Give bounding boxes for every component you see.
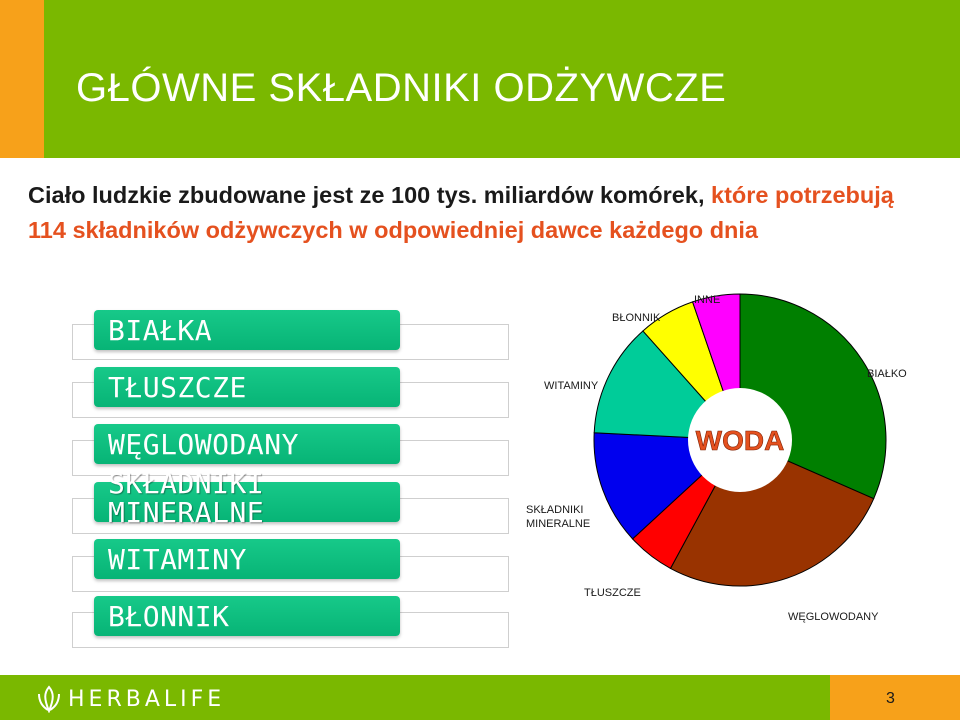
nutrient-item-weglowodany: WĘGLOWODANY — [94, 424, 400, 464]
nutrient-item-blonnik: BŁONNIK — [94, 596, 400, 636]
pie-label-inne: INNE — [694, 294, 721, 306]
brand-name: HERBALIFE — [68, 686, 226, 712]
pie-center-label: WODA — [695, 425, 785, 456]
pie-label-weglowodany: WĘGLOWODANY — [788, 611, 879, 623]
intro-text-highlight: które potrzebują 114 składników odżywczych w odpowiedniej dawce każdego dnia — [28, 182, 894, 243]
pie-label-tluszcze: TŁUSZCZE — [584, 587, 641, 599]
slide-title: GŁÓWNE SKŁADNIKI ODŻYWCZE — [76, 66, 727, 110]
body-composition-pie-chart — [520, 285, 960, 630]
nutrient-item-tluszcze: TŁUSZCZE — [94, 367, 400, 407]
nutrient-item-skladniki-mineralne — [94, 467, 400, 529]
nutrient-item-witaminy: WITAMINY — [94, 539, 400, 579]
nutrient-item-bialka: BIAŁKA — [94, 310, 400, 350]
pie-label-skladniki-mineralne: SKŁADNIKI MINERALNE — [526, 504, 591, 530]
pie-label-blonnik: BŁONNIK — [612, 312, 661, 324]
herbalife-leaf-icon — [36, 685, 62, 713]
pie-label-witaminy: WITAMINY — [544, 380, 599, 392]
page-number-box — [830, 675, 960, 720]
intro-text-part1: Ciało ludzkie zbudowane jest ze 100 tys. miliardów komórek, — [28, 182, 712, 208]
brand-logo — [36, 685, 225, 713]
pie-label-bialko: BIAŁKO — [867, 368, 907, 380]
page-number: 3 — [886, 690, 895, 707]
pie-svg — [520, 285, 960, 630]
nutrient-item-label: SKŁADNIKI MINERALNE — [108, 467, 265, 529]
